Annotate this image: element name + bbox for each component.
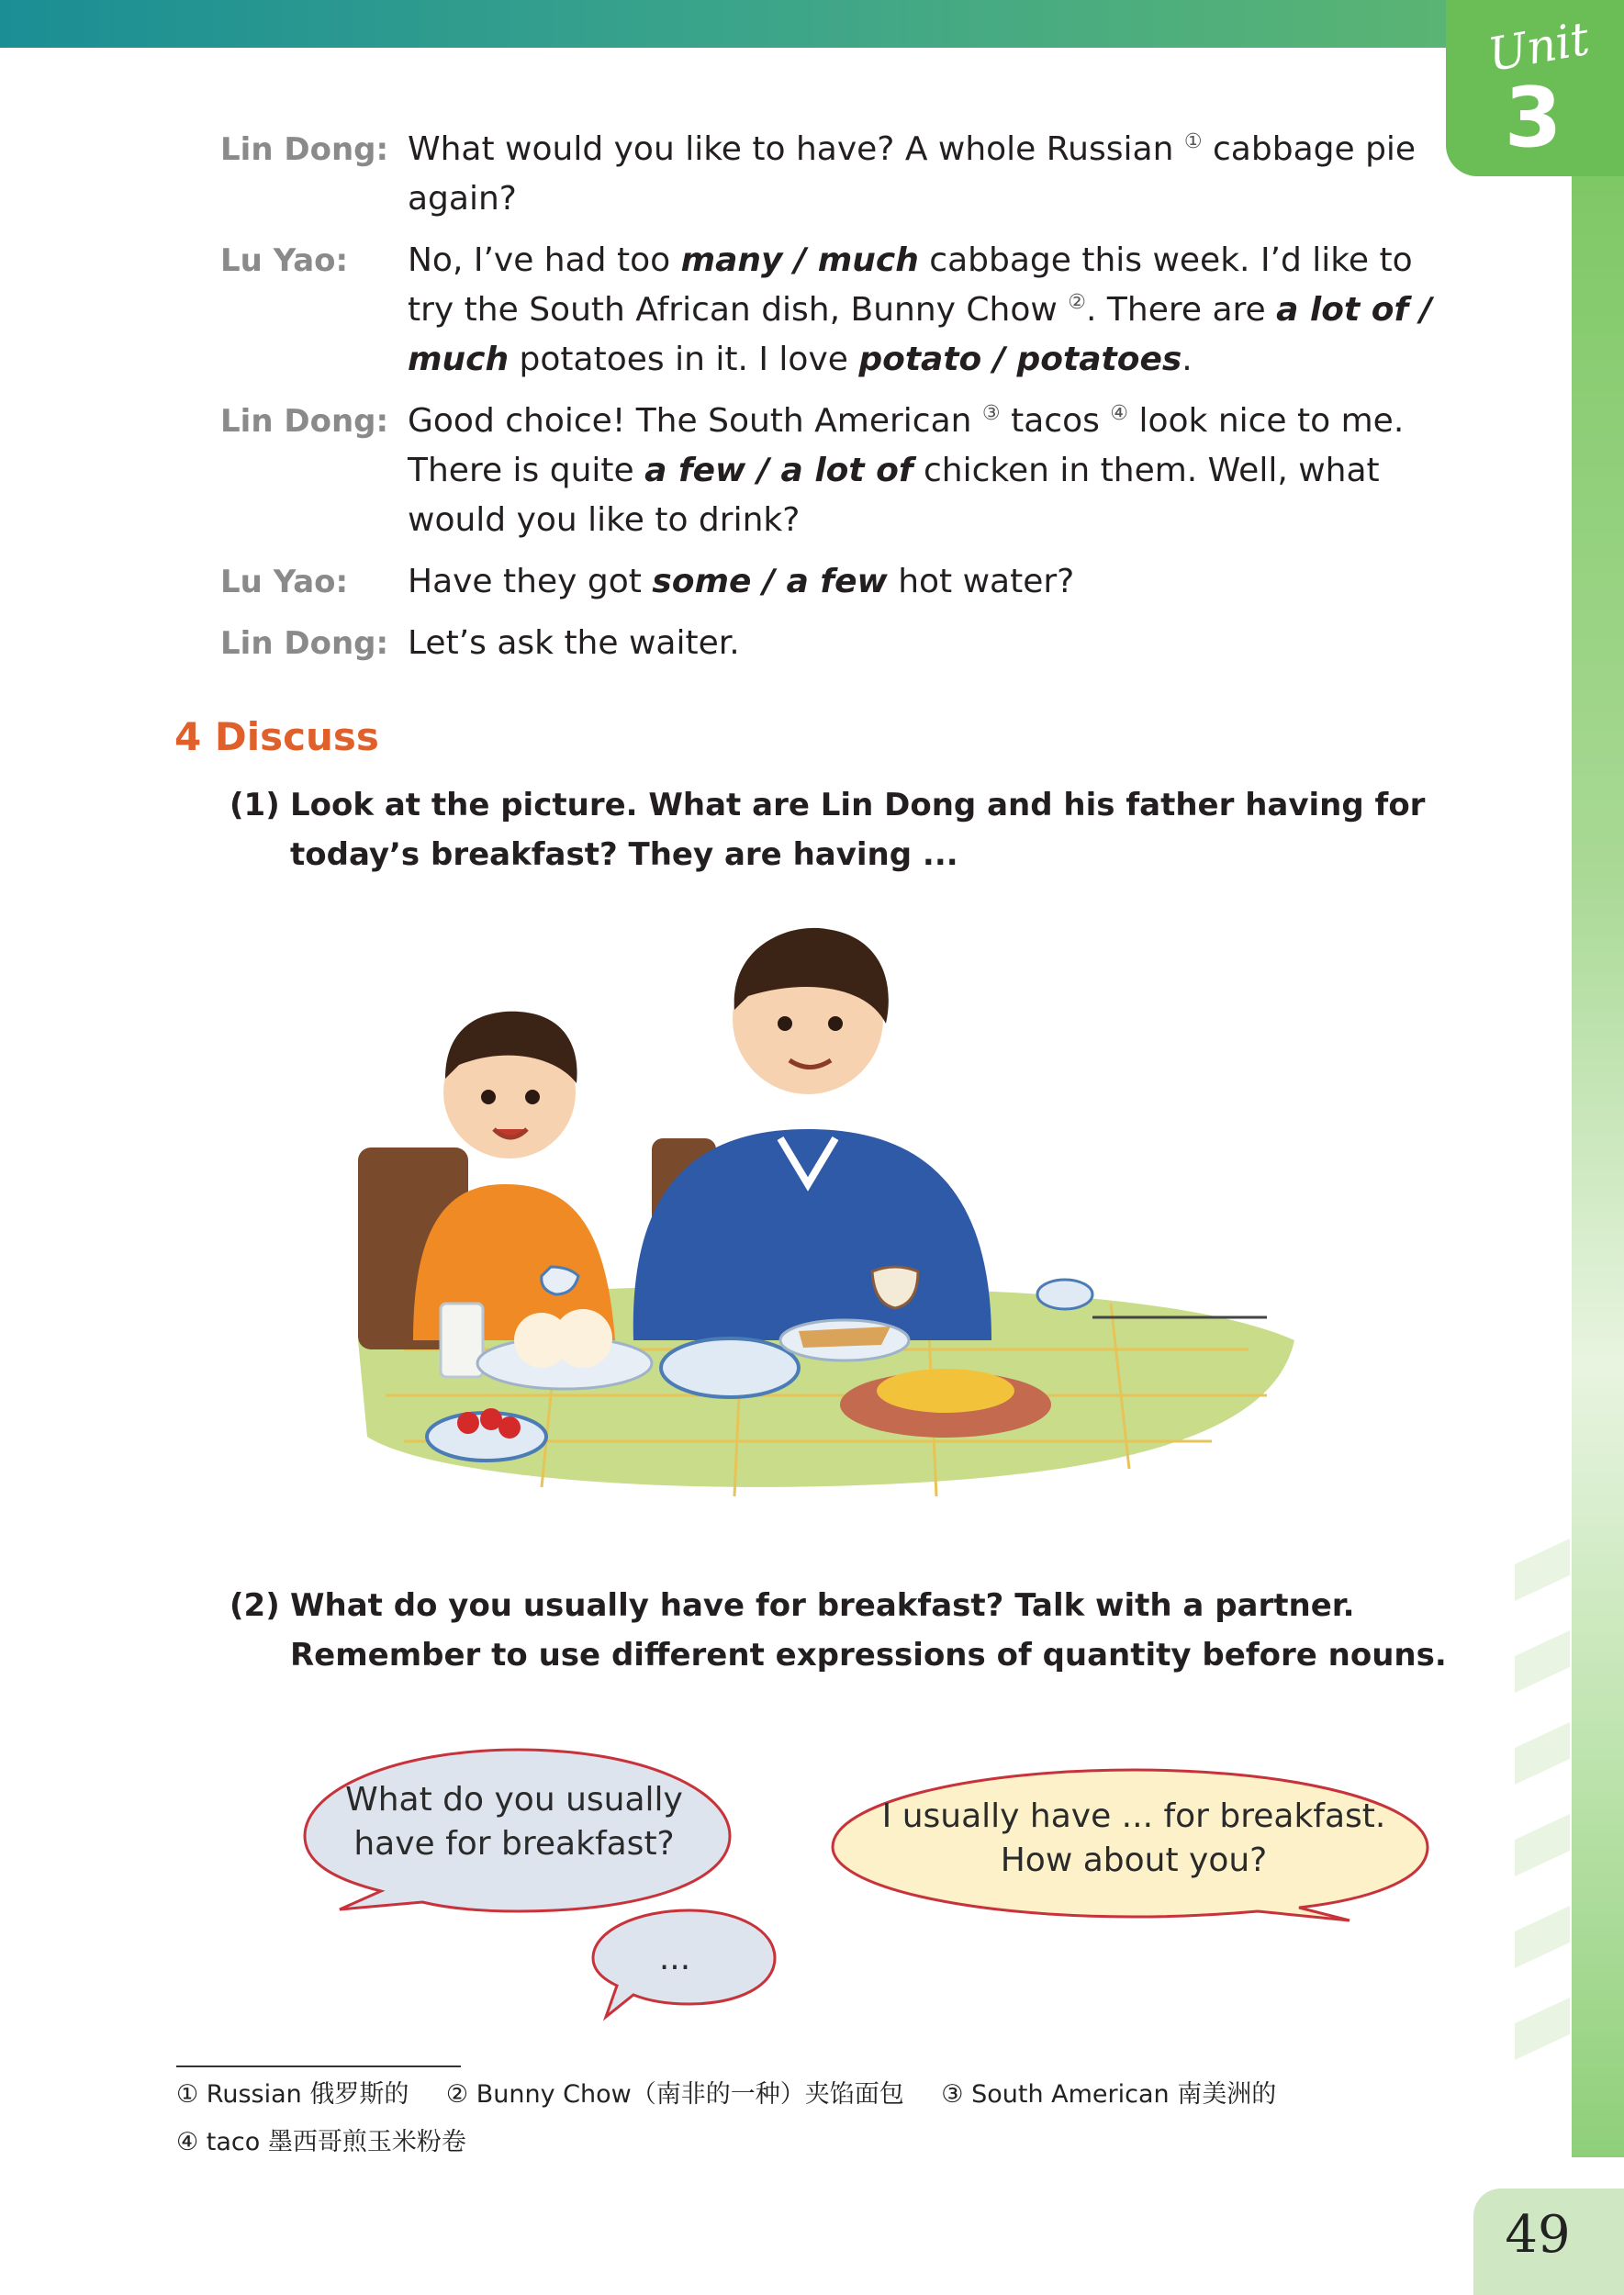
dialogue-line bbox=[220, 619, 1441, 668]
speaker-name: Lin Dong: bbox=[220, 131, 389, 168]
side-stripe bbox=[1515, 1906, 1570, 1968]
speaker-name: Lin Dong: bbox=[220, 403, 389, 440]
side-stripe bbox=[1515, 1998, 1570, 2060]
dialogue bbox=[220, 125, 1441, 680]
speech-fragment: Have they got bbox=[408, 563, 653, 600]
page-number-tab bbox=[1473, 2189, 1624, 2295]
answer-options: some / a few bbox=[652, 563, 888, 600]
speech-fragment: Good choice! The South American bbox=[408, 402, 982, 440]
footnote: ① Russian 俄罗斯的 bbox=[176, 2080, 409, 2109]
speech-fragment: cabbage this week. I’d like to try the South African dish, Bunny Chow bbox=[408, 241, 1413, 329]
speech-fragment: No, I’ve had too bbox=[408, 241, 681, 279]
side-decoration-bar bbox=[1572, 176, 1624, 2157]
speech-fragment: potatoes in it. I love bbox=[509, 341, 859, 378]
speech-text bbox=[408, 557, 1436, 607]
speech-bubble-answer-text: I usually have ... for breakfast. How about you? bbox=[881, 1797, 1386, 1879]
footnote-divider bbox=[176, 2066, 461, 2067]
top-color-band bbox=[0, 0, 1624, 48]
speech-fragment: What would you like to have? A whole Russian bbox=[408, 130, 1184, 168]
breakfast-illustration bbox=[330, 909, 1304, 1515]
footnote-marker: ② bbox=[1068, 291, 1086, 314]
question-number: (2) bbox=[230, 1587, 280, 1624]
speech-fragment: cabbage pie again? bbox=[408, 130, 1417, 218]
noodle-bowl bbox=[661, 1338, 799, 1397]
question-2 bbox=[230, 1581, 1487, 1680]
speech-fragment: Let’s ask the waiter. bbox=[408, 624, 740, 662]
question-1 bbox=[230, 780, 1487, 879]
section-heading-discuss: 4 Discuss bbox=[174, 714, 379, 759]
speech-bubble-question-text: What do you usually have for breakfast? bbox=[345, 1781, 683, 1863]
speech-text bbox=[408, 125, 1436, 224]
footnote-marker: ④ bbox=[1110, 402, 1129, 425]
speaker-name: Lu Yao: bbox=[220, 564, 349, 600]
footnotes-line-1 bbox=[176, 2077, 1305, 2113]
speaker-name: Lu Yao: bbox=[220, 242, 349, 279]
dialogue-line bbox=[220, 236, 1441, 385]
side-stripe bbox=[1515, 1722, 1570, 1785]
unit-tab bbox=[1446, 0, 1624, 176]
answer-options: many / much bbox=[680, 241, 919, 279]
dialogue-line bbox=[220, 557, 1441, 607]
speaker-name: Lin Dong: bbox=[220, 625, 389, 662]
unit-label: Unit bbox=[1484, 11, 1594, 83]
speech-text bbox=[408, 619, 1436, 668]
dialogue-line bbox=[220, 397, 1441, 545]
speech-fragment: . bbox=[1182, 341, 1193, 378]
speech-text bbox=[408, 236, 1436, 385]
footnote: ③ South American 南美洲的 bbox=[941, 2080, 1277, 2109]
footnote-marker: ① bbox=[1183, 130, 1203, 153]
speech-fragment: hot water? bbox=[887, 563, 1075, 600]
speech-fragment: . There are bbox=[1086, 291, 1277, 329]
footnote: ② Bunny Chow（南非的一种）夹馅面包 bbox=[445, 2080, 904, 2109]
page-number: 49 bbox=[1505, 2205, 1571, 2265]
footnote: ④ taco 墨西哥煎玉米粉卷 bbox=[176, 2128, 466, 2156]
side-stripe bbox=[1515, 1814, 1570, 1876]
side-stripe bbox=[1515, 1539, 1570, 1601]
question-number: (1) bbox=[230, 787, 280, 823]
speech-text bbox=[408, 397, 1436, 545]
small-bowl bbox=[1037, 1280, 1092, 1309]
answer-options: potato / potatoes bbox=[858, 341, 1182, 378]
speech-bubble-ellipsis-text: ... bbox=[658, 1940, 691, 1977]
unit-number: 3 bbox=[1504, 70, 1562, 166]
question-text: Look at the picture. What are Lin Dong and his father having for today’s breakfast? They are having ... bbox=[290, 787, 1426, 873]
answer-options: a few / a lot of bbox=[644, 452, 913, 489]
speech-fragment: look nice to me. There is quite bbox=[408, 402, 1405, 489]
question-text: What do you usually have for breakfast? Talk with a partner. Remember to use different expressions of quantity before nouns. bbox=[290, 1587, 1447, 1674]
footnote-marker: ③ bbox=[981, 402, 1001, 425]
speech-fragment: chicken in them. Well, what would you like to drink? bbox=[408, 452, 1380, 539]
answer-options: a lot of / much bbox=[408, 291, 1432, 378]
side-stripe bbox=[1515, 1630, 1570, 1693]
dialogue-line bbox=[220, 125, 1441, 224]
footnotes-line-2 bbox=[176, 2124, 496, 2161]
speech-fragment: tacos bbox=[1000, 402, 1111, 440]
